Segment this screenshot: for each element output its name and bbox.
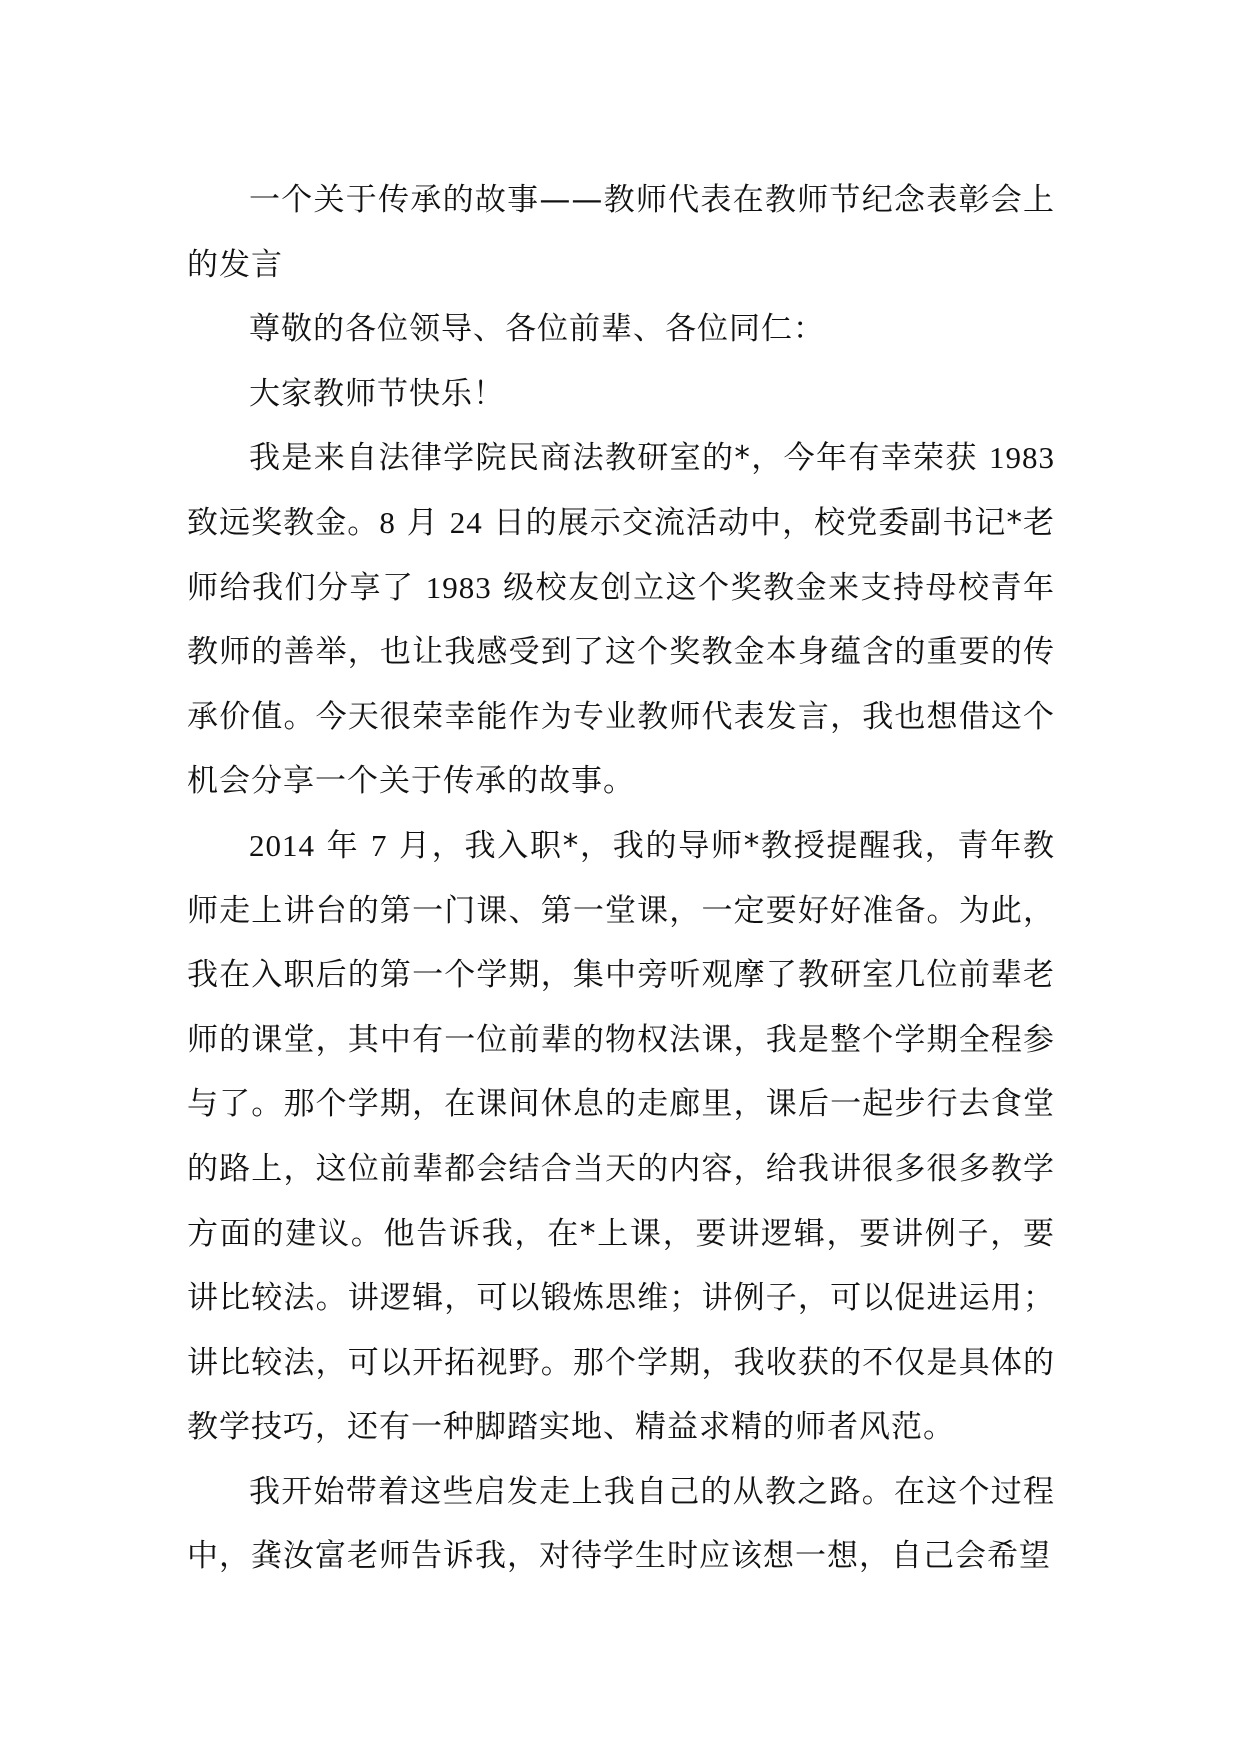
numeral-text: 7 (370, 827, 388, 863)
numeral-text: 2014 (249, 827, 315, 863)
story-paragraph: 2014 年 7 月，我入职*，我的导师*教授提醒我，青年教师走上讲台的第一门课、第一堂课，一定要好好准备。为此，我在入职后的第一个学期，集中旁听观摩了教研室几位前辈老师的课堂，其中有一位前辈的物权法课，我是整个学期全程参与了。那个学期，在课间休息的走廊里，课后一起步行去食堂的路上，这位前辈都会结合当天的内容，给我讲很多很多教学方面的建议。他告诉我，在*上课，要讲逻辑，要讲例子，要讲比较法。讲逻辑，可以锻炼思维；讲例子，可以促进运用；讲比较法，可以开拓视野。那个学期，我收获的不仅是具体的教学技巧，还有一种脚踏实地、精益求精的师者风范。 (187, 827, 1055, 1446)
greeting-paragraph: 大家教师节快乐！ (249, 375, 505, 412)
numeral-text: 24 (449, 504, 483, 540)
introduction-paragraph: 我是来自法律学院民商法教研室的*，今年有幸荣获 1983 致远奖教金。8 月 24 日的展示交流活动中，校党委副书记*老师给我们分享了 1983 级校友创立这个奖教金来支持母校青年教师的善举，也让我感受到了这个奖教金本身蕴含的重要的传承价值。今天很荣幸能作为专业教师代表发言，我也想借这个机会分享一个关于传承的故事。 (187, 440, 1056, 800)
continuation-paragraph: 我开始带着这些启发走上我自己的从教之路。在这个过程中，龚汝富老师告诉我，对待学生时应该想一想，自己会希望 (187, 1473, 1055, 1575)
numeral-text: 1983 (989, 440, 1055, 476)
numeral-text: 1983 (425, 569, 492, 605)
document-title: 一个关于传承的故事——教师代表在教师节纪念表彰会上的发言 (187, 182, 1055, 283)
document-body (187, 168, 1055, 1589)
salutation-paragraph: 尊敬的各位领导、各位前辈、各位同仁： (249, 311, 825, 348)
numeral-text: 8 (379, 504, 396, 540)
